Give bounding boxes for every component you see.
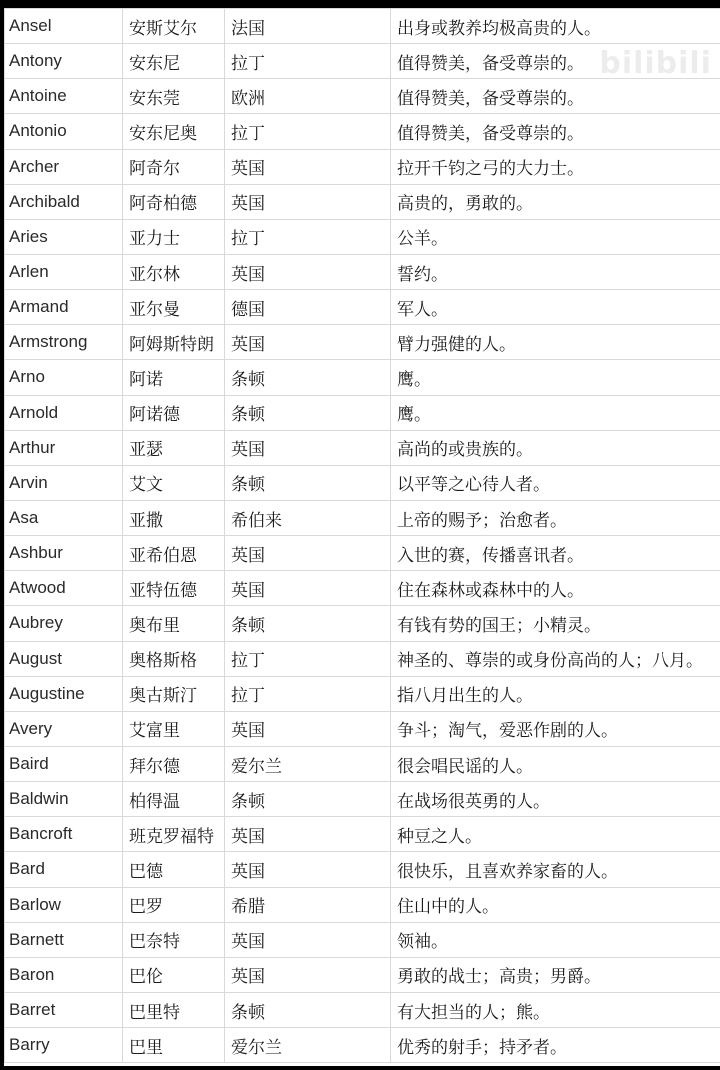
english-name-cell: Asa xyxy=(5,500,123,535)
english-name-cell: Barnett xyxy=(5,922,123,957)
origin-cell: 条顿 xyxy=(225,606,391,641)
table-row xyxy=(5,184,720,219)
meaning-cell: 值得赞美，备受尊崇的。 xyxy=(391,44,720,79)
english-name-cell: Antonio xyxy=(5,114,123,149)
meaning-cell: 誓约。 xyxy=(391,254,720,289)
english-name-cell: Bard xyxy=(5,852,123,887)
origin-cell: 法国 xyxy=(225,9,391,44)
english-name-cell: Antoine xyxy=(5,79,123,114)
origin-cell: 英国 xyxy=(225,817,391,852)
meaning-cell: 公羊。 xyxy=(391,219,720,254)
table-row xyxy=(5,219,720,254)
origin-cell: 条顿 xyxy=(225,360,391,395)
meaning-cell: 值得赞美，备受尊崇的。 xyxy=(391,114,720,149)
table-row xyxy=(5,817,720,852)
english-name-cell: Arno xyxy=(5,360,123,395)
english-name-cell: August xyxy=(5,641,123,676)
meaning-cell: 以平等之心待人者。 xyxy=(391,465,720,500)
chinese-name-cell: 安斯艾尔 xyxy=(123,9,225,44)
english-name-cell: Archer xyxy=(5,149,123,184)
watermark-logo: bilibili xyxy=(599,46,712,81)
chinese-name-cell: 柏得温 xyxy=(123,782,225,817)
chinese-name-cell: 阿诺 xyxy=(123,360,225,395)
english-name-cell: Avery xyxy=(5,711,123,746)
origin-cell: 英国 xyxy=(225,536,391,571)
chinese-name-cell: 安东莞 xyxy=(123,79,225,114)
chinese-name-cell: 亚特伍德 xyxy=(123,571,225,606)
chinese-name-cell: 亚希伯恩 xyxy=(123,536,225,571)
meaning-cell: 高贵的，勇敢的。 xyxy=(391,184,720,219)
origin-cell: 爱尔兰 xyxy=(225,746,391,781)
origin-cell: 英国 xyxy=(225,325,391,360)
chinese-name-cell: 艾文 xyxy=(123,465,225,500)
english-name-cell: Arnold xyxy=(5,395,123,430)
chinese-name-cell: 阿诺德 xyxy=(123,395,225,430)
origin-cell: 英国 xyxy=(225,852,391,887)
chinese-name-cell: 阿奇柏德 xyxy=(123,184,225,219)
chinese-name-cell: 亚瑟 xyxy=(123,430,225,465)
meaning-cell: 住在森林或森林中的人。 xyxy=(391,571,720,606)
table-row xyxy=(5,290,720,325)
chinese-name-cell: 巴罗 xyxy=(123,887,225,922)
origin-cell: 英国 xyxy=(225,430,391,465)
english-name-cell: Arlen xyxy=(5,254,123,289)
chinese-name-cell: 奥布里 xyxy=(123,606,225,641)
origin-cell: 英国 xyxy=(225,957,391,992)
origin-cell: 条顿 xyxy=(225,782,391,817)
table-row xyxy=(5,325,720,360)
meaning-cell: 种豆之人。 xyxy=(391,817,720,852)
english-name-cell: Augustine xyxy=(5,676,123,711)
table-row xyxy=(5,500,720,535)
meaning-cell: 有钱有势的国王；小精灵。 xyxy=(391,606,720,641)
english-name-cell: Aries xyxy=(5,219,123,254)
chinese-name-cell: 亚尔曼 xyxy=(123,290,225,325)
origin-cell: 欧洲 xyxy=(225,79,391,114)
meaning-cell: 领袖。 xyxy=(391,922,720,957)
table-row xyxy=(5,922,720,957)
english-name-cell: Atwood xyxy=(5,571,123,606)
origin-cell: 拉丁 xyxy=(225,676,391,711)
meaning-cell: 拉开千钧之弓的大力士。 xyxy=(391,149,720,184)
chinese-name-cell: 安东尼奥 xyxy=(123,114,225,149)
origin-cell: 条顿 xyxy=(225,465,391,500)
meaning-cell: 有大担当的人；熊。 xyxy=(391,992,720,1027)
chinese-name-cell: 班克罗福特 xyxy=(123,817,225,852)
table-row xyxy=(5,1028,720,1063)
chinese-name-cell: 巴奈特 xyxy=(123,922,225,957)
chinese-name-cell: 亚撒 xyxy=(123,500,225,535)
origin-cell: 拉丁 xyxy=(225,114,391,149)
chinese-name-cell: 亚尔林 xyxy=(123,254,225,289)
meaning-cell: 很快乐，且喜欢养家畜的人。 xyxy=(391,852,720,887)
origin-cell: 德国 xyxy=(225,290,391,325)
origin-cell: 希伯来 xyxy=(225,500,391,535)
origin-cell: 拉丁 xyxy=(225,219,391,254)
table-row xyxy=(5,254,720,289)
english-name-cell: Baron xyxy=(5,957,123,992)
table-row xyxy=(5,430,720,465)
chinese-name-cell: 亚力士 xyxy=(123,219,225,254)
meaning-cell: 值得赞美，备受尊崇的。 xyxy=(391,79,720,114)
origin-cell: 拉丁 xyxy=(225,44,391,79)
table-row xyxy=(5,465,720,500)
chinese-name-cell: 奥格斯格 xyxy=(123,641,225,676)
meaning-cell: 鹰。 xyxy=(391,360,720,395)
english-name-cell: Bancroft xyxy=(5,817,123,852)
table-row xyxy=(5,9,720,44)
english-name-cell: Barlow xyxy=(5,887,123,922)
origin-cell: 希腊 xyxy=(225,887,391,922)
origin-cell: 条顿 xyxy=(225,992,391,1027)
meaning-cell: 优秀的射手；持矛者。 xyxy=(391,1028,720,1063)
meaning-cell: 出身或教养均极高贵的人。 xyxy=(391,9,720,44)
english-name-cell: Arthur xyxy=(5,430,123,465)
english-name-cell: Arvin xyxy=(5,465,123,500)
chinese-name-cell: 巴伦 xyxy=(123,957,225,992)
english-name-cell: Barret xyxy=(5,992,123,1027)
meaning-cell: 勇敢的战士；高贵；男爵。 xyxy=(391,957,720,992)
english-name-cell: Baird xyxy=(5,746,123,781)
origin-cell: 拉丁 xyxy=(225,641,391,676)
origin-cell: 英国 xyxy=(225,254,391,289)
table-body xyxy=(5,9,720,1063)
table-row xyxy=(5,957,720,992)
english-name-cell: Barry xyxy=(5,1028,123,1063)
meaning-cell: 神圣的、尊崇的或身份高尚的人；八月。 xyxy=(391,641,720,676)
meaning-cell: 军人。 xyxy=(391,290,720,325)
table-row xyxy=(5,536,720,571)
english-name-cell: Baldwin xyxy=(5,782,123,817)
meaning-cell: 住山中的人。 xyxy=(391,887,720,922)
chinese-name-cell: 巴德 xyxy=(123,852,225,887)
chinese-name-cell: 艾富里 xyxy=(123,711,225,746)
chinese-name-cell: 巴里特 xyxy=(123,992,225,1027)
table-row xyxy=(5,992,720,1027)
table-row xyxy=(5,571,720,606)
meaning-cell: 臂力强健的人。 xyxy=(391,325,720,360)
table-row xyxy=(5,852,720,887)
chinese-name-cell: 奥古斯汀 xyxy=(123,676,225,711)
meaning-cell: 指八月出生的人。 xyxy=(391,676,720,711)
chinese-name-cell: 巴里 xyxy=(123,1028,225,1063)
chinese-name-cell: 拜尔德 xyxy=(123,746,225,781)
table-row xyxy=(5,79,720,114)
origin-cell: 条顿 xyxy=(225,395,391,430)
origin-cell: 英国 xyxy=(225,184,391,219)
meaning-cell: 鹰。 xyxy=(391,395,720,430)
names-table xyxy=(4,8,720,1063)
english-name-cell: Armstrong xyxy=(5,325,123,360)
english-name-cell: Archibald xyxy=(5,184,123,219)
table-row xyxy=(5,711,720,746)
english-name-cell: Antony xyxy=(5,44,123,79)
meaning-cell: 入世的赛，传播喜讯者。 xyxy=(391,536,720,571)
table-row xyxy=(5,114,720,149)
english-name-cell: Ansel xyxy=(5,9,123,44)
table-row xyxy=(5,746,720,781)
english-name-cell: Aubrey xyxy=(5,606,123,641)
origin-cell: 英国 xyxy=(225,711,391,746)
meaning-cell: 高尚的或贵族的。 xyxy=(391,430,720,465)
table-row xyxy=(5,641,720,676)
origin-cell: 爱尔兰 xyxy=(225,1028,391,1063)
origin-cell: 英国 xyxy=(225,922,391,957)
chinese-name-cell: 安东尼 xyxy=(123,44,225,79)
origin-cell: 英国 xyxy=(225,571,391,606)
table-row xyxy=(5,395,720,430)
table-row xyxy=(5,149,720,184)
chinese-name-cell: 阿奇尔 xyxy=(123,149,225,184)
meaning-cell: 上帝的赐予；治愈者。 xyxy=(391,500,720,535)
chinese-name-cell: 阿姆斯特朗 xyxy=(123,325,225,360)
meaning-cell: 在战场很英勇的人。 xyxy=(391,782,720,817)
english-name-cell: Armand xyxy=(5,290,123,325)
meaning-cell: 争斗；淘气，爱恶作剧的人。 xyxy=(391,711,720,746)
table-row xyxy=(5,782,720,817)
names-table-sheet xyxy=(4,8,720,1066)
table-row xyxy=(5,360,720,395)
table-row xyxy=(5,676,720,711)
table-row xyxy=(5,887,720,922)
table-row xyxy=(5,606,720,641)
english-name-cell: Ashbur xyxy=(5,536,123,571)
meaning-cell: 很会唱民谣的人。 xyxy=(391,746,720,781)
origin-cell: 英国 xyxy=(225,149,391,184)
